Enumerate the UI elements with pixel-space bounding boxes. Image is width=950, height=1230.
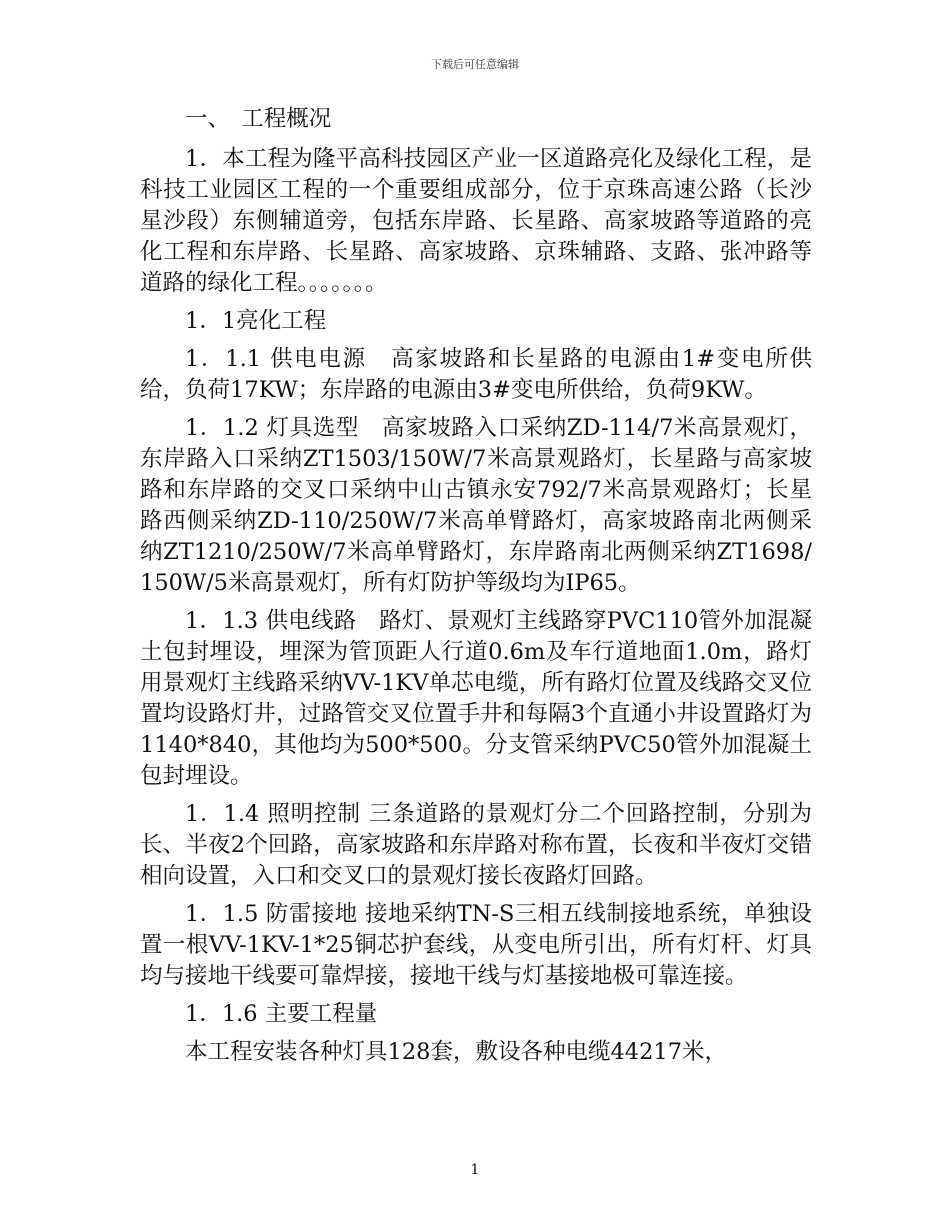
paragraph-grounding: 1．1.5 防雷接地 接地采纳TN-S三相五线制接地系统，单独设置一根VV-1KV-1*25铜芯护套线，从变电所引出，所有灯杆、灯具均与接地干线要可靠焊接，接地干线与灯基接地极可靠连接。 [140,901,812,989]
page-number: 1 [470,1162,480,1178]
document-body [140,104,812,1075]
paragraph-quantities: 本工程安装各种灯具128套，敷设各种电缆44217米， [185,1039,728,1065]
paragraph-power-supply: 1．1.1 供电电源 高家坡路和长星路的电源由1#变电所供给，负荷17KW；东岸路的电源由3#变电所供给，负荷9KW。 [140,346,812,403]
paragraph-fixture-selection: 1．1.2 灯具选型 高家坡路入口采纳ZD-114/7米高景观灯，东岸路入口采纳ZT1503/150W/7米高景观路灯，长星路与高家坡路和东岸路的交叉口采纳中山古镇永安792/7米高景观路灯；长星路西侧采纳ZD-110/250W/7米高单臂路灯，高家坡路南北两侧采纳ZT1210/250W/7米高单臂路灯，东岸路南北两侧采纳ZT1698/150W/5米高景观灯，所有灯防护等级均为IP65。 [140,415,812,596]
paragraph-supply-lines: 1．1.3 供电线路 路灯、景观灯主线路穿PVC110管外加混凝土包封埋设，埋深为管顶距人行道0.6m及车行道地面1.0m，路灯用景观灯主线路采纳VV-1KV单芯电缆，所有路灯位置及线路交叉位置均设路灯井，过路管交叉位置手井和每隔3个直通小井设置路灯为1140*840，其他均为500*500。分支管采纳PVC50管外加混凝土包封埋设。 [140,608,812,789]
section-heading: 一、 工程概况 [185,106,332,132]
paragraph-lighting-control: 1．1.4 照明控制 三条道路的景观灯分二个回路控制，分别为长、半夜2个回路，高家坡路和东岸路对称布置，长夜和半夜灯交错相向设置，入口和交叉口的景观灯接长夜路灯回路。 [140,801,812,889]
subheading-lighting: 1．1亮化工程 [185,308,327,334]
page-header: 下载后可任意编辑 [431,58,519,71]
paragraph-overview: 1．本工程为隆平高科技园区产业一区道路亮化及绿化工程，是科技工业园区工程的一个重要组成部分，位于京珠高速公路（长沙星沙段）东侧辅道旁，包括东岸路、长星路、高家坡路等道路的亮化工程和东岸路、长星路、高家坡路、京珠辅路、支路、张冲路等道路的绿化工程。。。。。。。 [140,146,812,296]
subheading-quantities: 1．1.6 主要工程量 [185,1001,378,1027]
